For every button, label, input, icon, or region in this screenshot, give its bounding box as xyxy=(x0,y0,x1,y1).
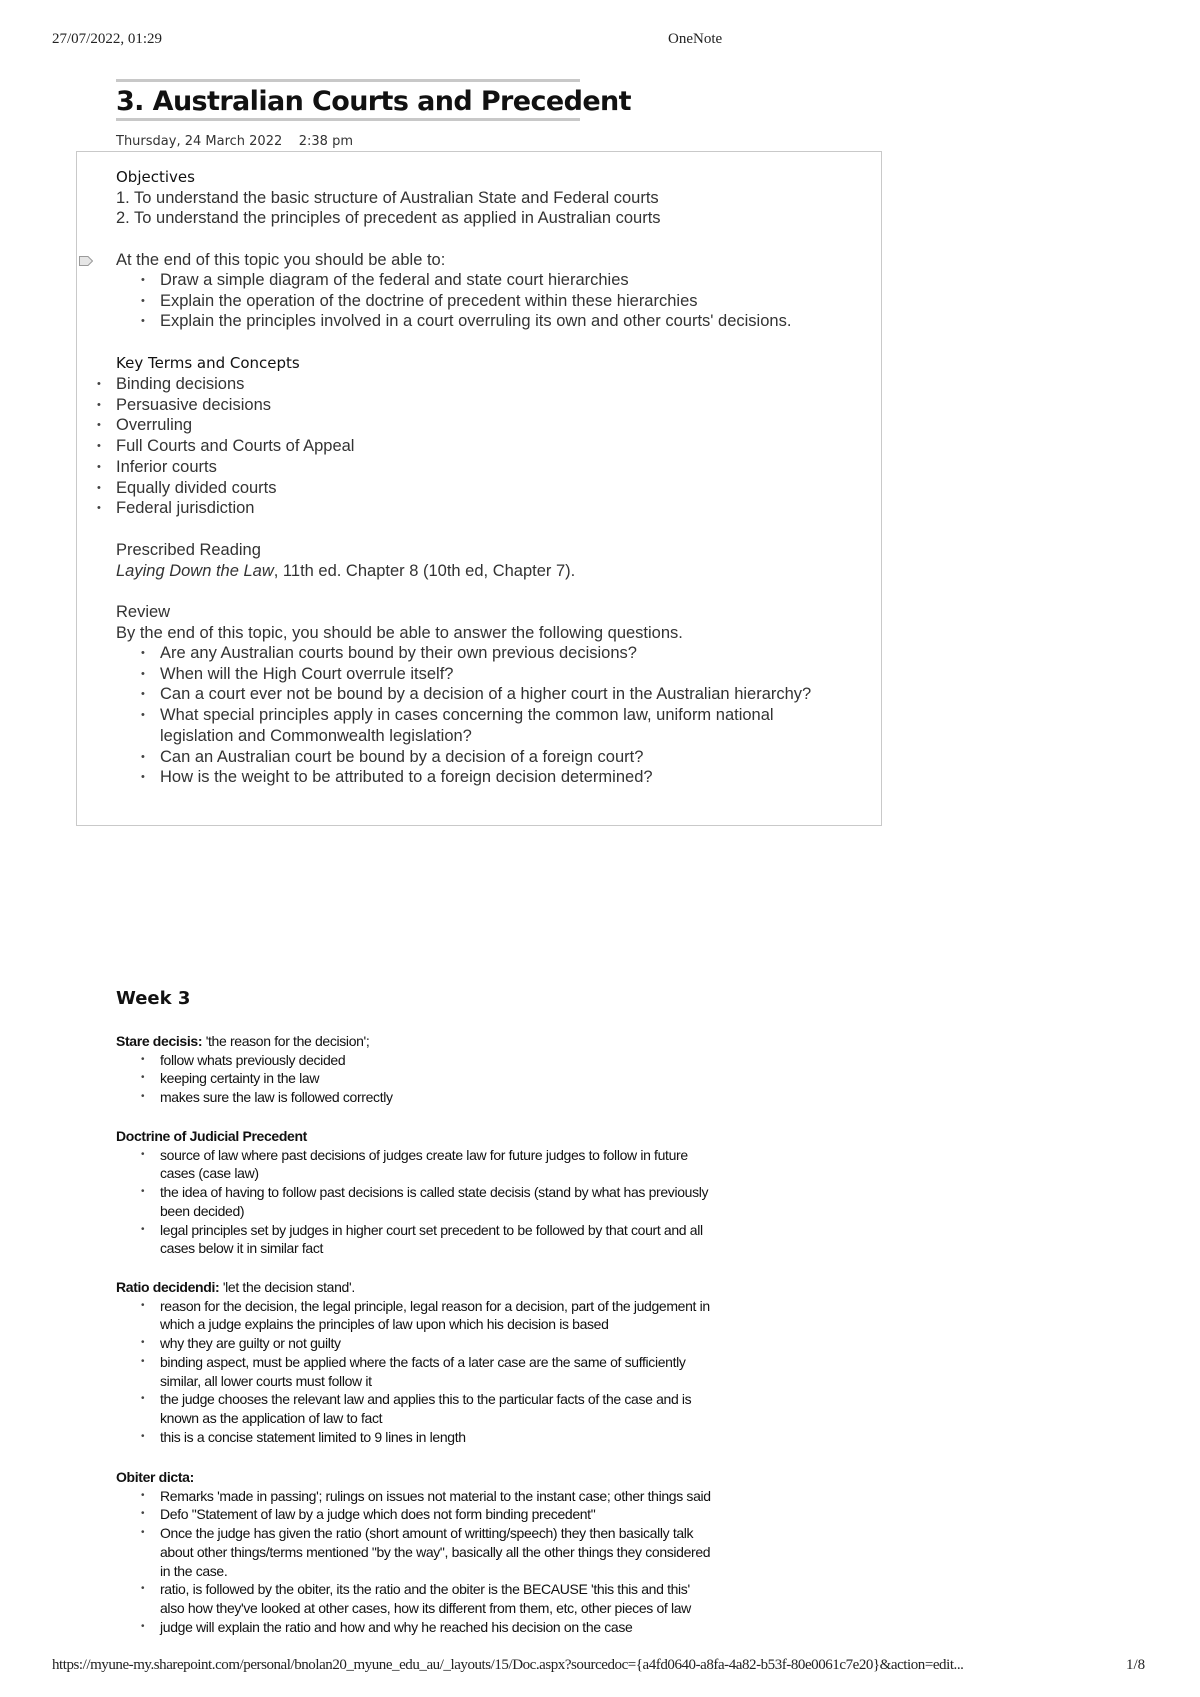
list-item-line: Once the judge has given the ratio (short amount of writting/speech) they then basically talk xyxy=(160,1525,694,1542)
term-definition: 'the reason for the decision'; xyxy=(202,1033,370,1049)
list-item: • How is the weight to be attributed to a foreign decision determined? xyxy=(160,767,811,788)
list-item-line: in the case. xyxy=(160,1562,228,1579)
list-item xyxy=(160,1524,711,1580)
list-item-line: cases (case law) xyxy=(160,1165,259,1182)
list-item xyxy=(160,1390,710,1427)
review-intro: By the end of this topic, you should be able to answer the following questions. xyxy=(116,623,683,642)
list-item-line: ratio, is followed by the obiter, its the ratio and the obiter is the BECAUSE 'this this and this' xyxy=(160,1581,690,1598)
list-item: • Equally divided courts xyxy=(116,478,354,499)
ratio-decidendi-section xyxy=(116,1278,710,1446)
list-item: • Overruling xyxy=(116,415,354,436)
list-item-line: the judge chooses the relevant law and applies this to the particular facts of the case and is xyxy=(160,1391,692,1408)
list-item: • Can a court ever not be bound by a decision of a higher court in the Australian hierarchy? xyxy=(160,684,811,705)
week-heading: Week 3 xyxy=(116,988,191,1009)
reading-heading: Prescribed Reading xyxy=(116,541,261,559)
list-item xyxy=(160,1353,710,1390)
list-item-line: also how they've looked at other cases, how its different from them, etc, other pieces of law xyxy=(160,1599,691,1616)
page-title[interactable]: 3. Australian Courts and Precedent xyxy=(116,86,631,117)
list-item: • Federal jurisdiction xyxy=(116,498,354,519)
list-item xyxy=(160,1334,710,1353)
list-item-line: the idea of having to follow past decisions is called state decisis (stand by what has previously xyxy=(160,1184,709,1201)
list-item-line: why they are guilty or not guilty xyxy=(160,1335,341,1352)
list-item xyxy=(160,1428,710,1447)
list-item: • Inferior courts xyxy=(116,457,354,478)
end-of-topic-list xyxy=(160,270,791,332)
list-item-line: cases below it in similar fact xyxy=(160,1240,324,1257)
key-terms-heading: Key Terms and Concepts xyxy=(116,354,300,372)
term-definition: 'let the decision stand'. xyxy=(219,1279,355,1295)
list-item: • follow whats previously decided xyxy=(160,1051,393,1070)
list-item: • Persuasive decisions xyxy=(116,395,354,416)
list-item-line: about other things/terms mentioned "by the way", basically all the other things they considered xyxy=(160,1543,711,1560)
list-item-line: Defo "Statement of law by a judge which does not form binding precedent" xyxy=(160,1506,596,1523)
list-item xyxy=(160,1221,708,1258)
list-item: • When will the High Court overrule itself? xyxy=(160,664,811,685)
list-item xyxy=(160,1487,711,1506)
list-item-line: this is a concise statement limited to 9 lines in length xyxy=(160,1428,466,1445)
list-item xyxy=(160,1505,711,1524)
obiter-dicta-heading: Obiter dicta: xyxy=(116,1469,194,1485)
reading-reference xyxy=(116,561,575,582)
list-item-line: legislation and Commonwealth legislation? xyxy=(160,726,472,745)
print-page-number: 1/8 xyxy=(1126,1657,1146,1673)
list-item-line: What special principles apply in cases concerning the common law, uniform national xyxy=(160,706,774,725)
end-of-topic-intro: At the end of this topic you should be able to: xyxy=(116,250,446,269)
list-item-line: Remarks 'made in passing'; rulings on issues not material to the instant case; other things said xyxy=(160,1487,711,1504)
doctrine-list xyxy=(160,1146,708,1258)
list-item-line: been decided) xyxy=(160,1202,245,1219)
list-item: • keeping certainty in the law xyxy=(160,1069,393,1088)
list-item: • Full Courts and Courts of Appeal xyxy=(116,436,354,457)
review-section xyxy=(116,602,683,643)
list-item xyxy=(160,1146,708,1183)
list-item-line: similar, all lower courts must follow it xyxy=(160,1372,372,1389)
page-title-container xyxy=(116,79,631,121)
list-item-line: source of law where past decisions of judges create law for future judges to follow in future xyxy=(160,1146,688,1163)
reading-book-title: Laying Down the Law xyxy=(116,562,274,580)
stare-decisis-section xyxy=(116,1032,393,1107)
list-item: • makes sure the law is followed correctly xyxy=(160,1088,393,1107)
list-item: • Binding decisions xyxy=(116,374,354,395)
list-item xyxy=(160,1580,711,1617)
review-questions-list xyxy=(160,643,811,788)
objective-item: 1. To understand the basic structure of Australian State and Federal courts xyxy=(116,188,659,207)
list-item-line: which a judge explains the principles of law upon which his decision is based xyxy=(160,1316,609,1333)
obiter-list xyxy=(160,1487,711,1637)
list-item-line: reason for the decision, the legal principle, legal reason for a decision, part of the judgement in xyxy=(160,1297,710,1314)
list-item: • Explain the principles involved in a court overruling its own and other courts' decisions. xyxy=(160,311,791,332)
doctrine-heading: Doctrine of Judicial Precedent xyxy=(116,1128,307,1144)
list-item xyxy=(160,1183,708,1220)
list-item: • Draw a simple diagram of the federal and state court hierarchies xyxy=(160,270,791,291)
term-label: Ratio decidendi: xyxy=(116,1279,220,1295)
objectives-section xyxy=(116,167,661,271)
obiter-dicta-section xyxy=(116,1468,711,1636)
list-item xyxy=(160,1297,710,1334)
objectives-heading: Objectives xyxy=(116,168,195,186)
key-terms-list xyxy=(116,374,354,519)
objective-item: 2. To understand the principles of precedent as applied in Australian courts xyxy=(116,209,661,228)
list-item-line: known as the application of law to fact xyxy=(160,1409,383,1426)
list-item-line: judge will explain the ratio and how and why he reached his decision on the case xyxy=(160,1618,633,1635)
review-heading: Review xyxy=(116,603,171,621)
ratio-list xyxy=(160,1297,710,1447)
ratio-decidendi-definition xyxy=(116,1278,710,1297)
list-item xyxy=(160,1618,711,1637)
list-item-line: binding aspect, must be applied where the facts of a later case are the same of sufficiently xyxy=(160,1353,686,1370)
stare-decisis-definition xyxy=(116,1032,393,1051)
stare-decisis-list xyxy=(160,1051,393,1107)
print-app-name: OneNote xyxy=(668,31,723,47)
print-datetime: 27/07/2022, 01:29 xyxy=(52,31,163,47)
list-item: • Can an Australian court be bound by a decision of a foreign court? xyxy=(160,747,811,768)
list-item xyxy=(160,705,811,746)
note-tag-icon[interactable] xyxy=(79,256,93,266)
list-item-line: legal principles set by judges in higher court set precedent to be followed by that court and all xyxy=(160,1221,703,1238)
list-item: • Are any Australian courts bound by their own previous decisions? xyxy=(160,643,811,664)
print-url[interactable]: https://myune-my.sharepoint.com/personal/bnolan20_myune_edu_au/_layouts/15/Doc.aspx?sourcedoc={a4fd0640-a8fa-4a82-b53f-80e0061c7e20}&action=edit... xyxy=(52,1657,964,1673)
reading-edition: , 11th ed. Chapter 8 (10th ed, Chapter 7). xyxy=(273,562,576,580)
term-label: Stare decisis: xyxy=(116,1033,203,1049)
doctrine-section xyxy=(116,1127,708,1258)
list-item: • Explain the operation of the doctrine of precedent within these hierarchies xyxy=(160,291,791,312)
page-created-date: Thursday, 24 March 2022 2:38 pm xyxy=(116,134,354,149)
